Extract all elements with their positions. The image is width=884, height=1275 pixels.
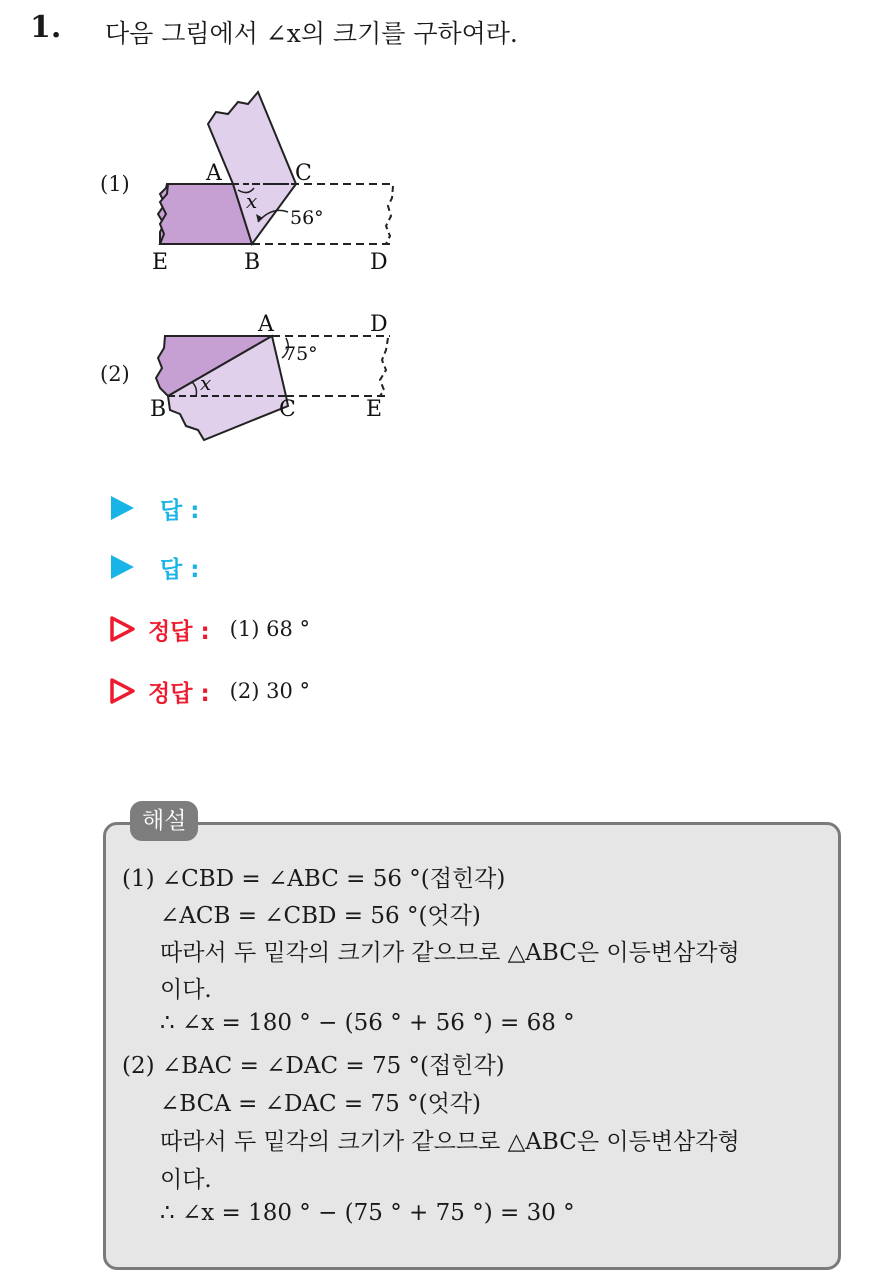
correct-answer-label: 정답 : xyxy=(148,618,210,645)
fig1-point-b: B xyxy=(244,250,261,275)
solution-line: 이다. xyxy=(160,977,212,1003)
question-text: 다음 그림에서 ∠x의 크기를 구하여라. xyxy=(105,19,518,48)
outline-triangle-icon xyxy=(108,677,136,705)
solution-line: ∴ ∠x = 180 ° − (75 ° + 75 °) = 30 ° xyxy=(160,1200,575,1226)
correct-answer-row-1 xyxy=(108,609,310,649)
solution-line: (2) ∠BAC = ∠DAC = 75 °(접힌각) xyxy=(122,1053,505,1079)
solution-line: ∴ ∠x = 180 ° − (56 ° + 56 °) = 68 ° xyxy=(160,1010,575,1036)
fig1-point-c: C xyxy=(295,161,312,186)
answer-row-1[interactable] xyxy=(108,488,199,528)
fig1-point-a: A xyxy=(206,161,222,186)
figure-2 xyxy=(156,336,390,440)
figure-1-label: (1) xyxy=(100,172,130,196)
correct-answer-value: (2) 30 ° xyxy=(229,679,310,703)
fig2-point-a: A xyxy=(258,312,274,337)
fig1-point-e: E xyxy=(152,250,169,275)
answer-label: 답 : xyxy=(160,556,200,583)
fig1-torn-edge-dashed xyxy=(386,186,393,244)
answer-label: 답 : xyxy=(160,497,200,524)
solution-line: ∠ACB = ∠CBD = 56 °(엇각) xyxy=(160,903,481,929)
figure-1 xyxy=(158,92,393,244)
solution-line: 따라서 두 밑각의 크기가 같으므로 △ABC은 이등변삼각형 xyxy=(160,940,740,966)
fig2-point-b: B xyxy=(150,397,167,422)
fig2-point-d: D xyxy=(370,312,388,337)
fig1-point-d: D xyxy=(370,250,388,275)
folded-strip-figures xyxy=(0,0,884,460)
figure-2-label: (2) xyxy=(100,362,130,386)
fig2-torn-edge-dashed xyxy=(380,338,388,396)
fig2-point-c: C xyxy=(279,397,296,422)
fig1-angle-x: x xyxy=(246,189,258,213)
play-triangle-icon xyxy=(108,494,136,522)
fig1-angle-56: 56° xyxy=(290,207,324,229)
solution-line: (1) ∠CBD = ∠ABC = 56 °(접힌각) xyxy=(122,866,506,892)
solution-line: 이다. xyxy=(160,1167,212,1193)
answer-row-2[interactable] xyxy=(108,547,199,587)
solution-tag: 해설 xyxy=(130,801,198,841)
question-number: 1. xyxy=(30,10,62,45)
fig2-angle-x: x xyxy=(200,371,212,395)
fig2-point-e: E xyxy=(366,397,383,422)
fig2-angle-75: 75° xyxy=(284,343,318,365)
correct-answer-value: (1) 68 ° xyxy=(229,617,310,641)
correct-answer-label: 정답 : xyxy=(148,680,210,707)
solution-line: ∠BCA = ∠DAC = 75 °(엇각) xyxy=(160,1091,481,1117)
solution-line: 따라서 두 밑각의 크기가 같으므로 △ABC은 이등변삼각형 xyxy=(160,1129,740,1155)
outline-triangle-icon xyxy=(108,615,136,643)
correct-answer-row-2 xyxy=(108,671,310,711)
play-triangle-icon xyxy=(108,553,136,581)
